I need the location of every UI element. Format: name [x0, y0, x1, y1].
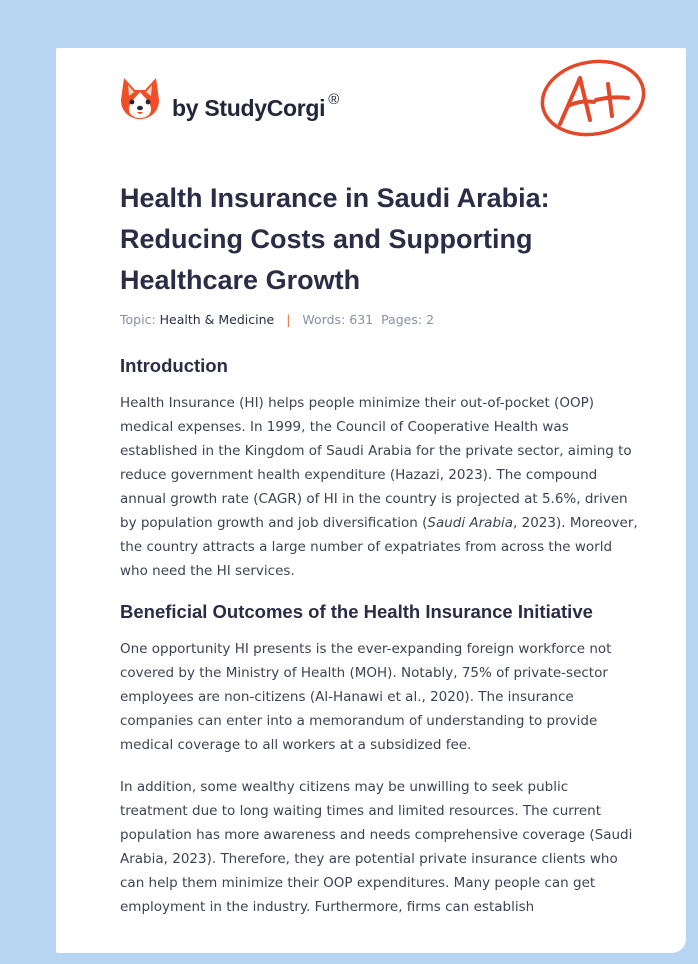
topic-label: Topic: [120, 312, 156, 327]
pages-label: Pages: [381, 312, 423, 327]
document-page [56, 48, 686, 953]
registered-mark: ® [328, 90, 340, 108]
intro-citation: Saudi Arabia [427, 515, 514, 531]
intro-text-a: Health Insurance (HI) helps people minimize their out-of-pocket (OOP) medical expenses. In 1999, the Council of Cooperative Health was established in the Kingdom of Saudi Arabia for the private sector, aiming to reduce government health expenditure (Hazazi, 2023). The compound annual growth rate (CAGR) of HI in the country is projected at 5.6%, driven by population growth and job diversification ( [120, 395, 632, 531]
studycorgi-logo[interactable] [120, 76, 339, 120]
intro-text-b: , 2023). Moreover, the country attracts a large number of expatriates from across the world who need the HI services. [120, 515, 638, 579]
words-label: Words: [302, 312, 346, 327]
section-heading-introduction: Introduction [120, 355, 228, 376]
paragraph-introduction [120, 391, 640, 583]
section-heading-beneficial-outcomes: Beneficial Outcomes of the Health Insurance Initiative [120, 601, 593, 622]
topic-link[interactable]: Health & Medicine [159, 312, 275, 327]
page-title: Health Insurance in Saudi Arabia: Reducing Costs and Supporting Healthcare Growth [120, 183, 550, 295]
a-plus-grade-icon [538, 58, 650, 140]
words-count: 631 [349, 312, 374, 327]
document-meta [120, 312, 434, 327]
paragraph-benefit-2: In addition, some wealthy citizens may be unwilling to seek public treatment due to long waiting times and limited resources. The current population has more awareness and needs comprehensive coverage (Saudi Arabia, 2023). Therefore, they are potential private insurance clients who can help them minimize their OOP expenditures. Many people can get employment in the industry. Furthermore, firms can establish [120, 779, 633, 915]
brand-name: by StudyCorgi [172, 94, 326, 121]
paragraph-benefit-1: One opportunity HI presents is the ever-expanding foreign workforce not covered by the Ministry of Health (MOH). Notably, 75% of private-sector employees are non-citizens (Al-Hanawi et al., 2020). The insurance companies can enter into a memorandum of understanding to provide medical coverage to all workers at a subsidized fee. [120, 641, 612, 753]
corgi-icon [120, 76, 160, 120]
meta-separator: | [286, 312, 291, 327]
pages-count: 2 [426, 312, 435, 327]
